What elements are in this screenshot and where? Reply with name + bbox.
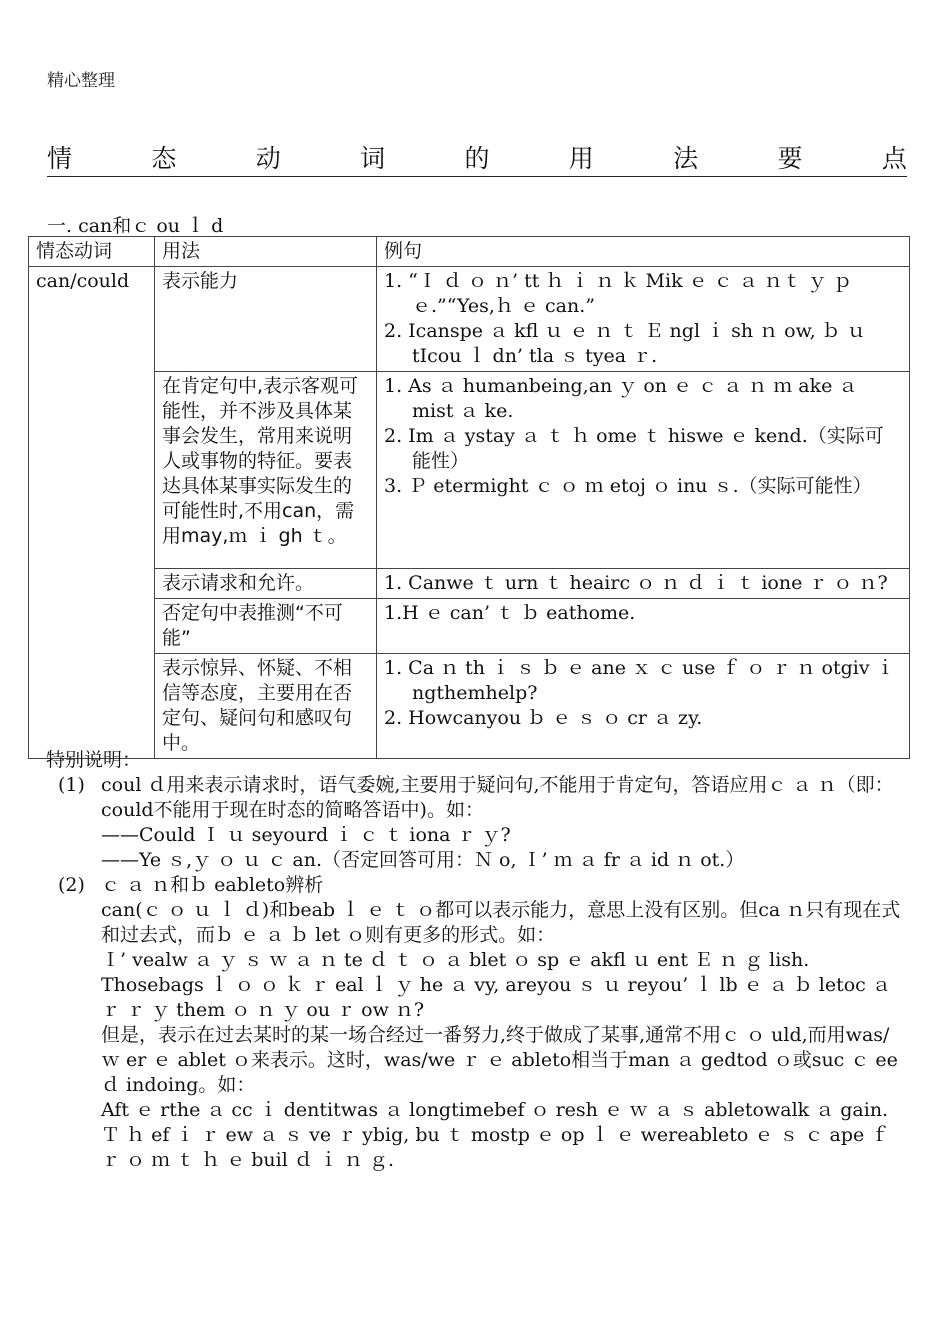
note-line: ｃ ａ ｎ和ｂ eableto辨析 <box>101 874 324 896</box>
example-sentence: 1. Ca ｎ th ｉ ｓ ｂ ｅ ane ｘ ｃ use ｆ ｏ ｒ ｎ otgiv ｉ ngthemhelp? <box>384 657 895 704</box>
note-line: Thosebags ｌ ｏ ｏ ｋ ｒ eal ｌ ｙ he ａ vy, areyou ｓ ｕ reyou’ ｌ lb ｅ ａ ｂ letoc ａ ｒ ｒ ｙ them ｏ ｎ ｙ ou ｒ ow ｎ? <box>101 974 891 1021</box>
title-char: 点 <box>881 144 907 173</box>
title-char: 词 <box>360 144 386 173</box>
note-line: ——Ye ｓ,ｙ ｏ ｕ ｃ an.（否定回答可用：Ｎ o, Ｉ’ ｍ ａ fr ａ id ｎ ot.） <box>101 849 745 871</box>
example-sentence: 1.H ｅ can’ ｔ ｂ eathome. <box>384 602 636 624</box>
example-sentence: 2. Howcanyou ｂ ｅ ｓ ｏ cr ａ zy. <box>384 707 703 729</box>
special-notes <box>46 748 906 1173</box>
note-item <box>46 773 906 873</box>
title-char: 法 <box>673 144 699 173</box>
examples-cell <box>377 267 910 372</box>
column-header-usage: 用法 <box>155 237 377 267</box>
note-line: ——Could Ｉ ｕ seyourd ｉ ｃ ｔ iona ｒ ｙ? <box>101 824 511 846</box>
notes-title: 特别说明： <box>46 749 142 771</box>
examples-cell <box>377 654 910 759</box>
header-note: 精心整理 <box>47 71 115 91</box>
table-row <box>29 654 910 759</box>
usage-cell: 否定句中表推测“不可能” <box>155 599 377 654</box>
example-sentence: 2. Im ａ ystay ａ ｔ ｈ ome ｔ hiswe ｅ kend.（实际可能性） <box>384 425 884 472</box>
note-line: Ｔ ｈ ef ｉ ｒ ew ａ ｓ ve ｒ ybig, bu ｔ mostp ｅ op ｌ ｅ wereableto ｅ ｓ ｃ ape ｆ ｒ ｏ ｍ ｔ ｈ ｅ buil ｄ ｉ ｎ ｇ. <box>101 1124 890 1171</box>
usage-cell: 表示能力 <box>155 267 377 372</box>
column-header-examples: 例句 <box>377 237 910 267</box>
section-heading: 一. can和ｃ ou ｌ d <box>47 215 224 237</box>
table-row <box>29 599 910 654</box>
title-char: 动 <box>255 144 281 173</box>
note-item <box>46 873 906 1173</box>
modal-verb-cell: can/could <box>29 267 155 759</box>
example-sentence: 1. “Ｉ ｄ ｏ ｎ’ tt ｈ ｉ ｎ ｋ Mik ｅ ｃ ａ ｎｔ ｙ ｐ ｅ.”“Yes,ｈ ｅ can.” <box>384 270 852 317</box>
column-header-modal: 情态动词 <box>29 237 155 267</box>
note-body <box>101 873 906 1173</box>
title-char: 用 <box>568 144 594 173</box>
examples-cell <box>377 599 910 654</box>
note-line: Ｉ’ vealw ａ ｙ ｓ ｗ ａ ｎ te ｄ ｔ ｏ ａ blet ｏ sp ｅ akfl ｕ ent Ｅ ｎ ｇ lish. <box>101 949 810 971</box>
title-char: 的 <box>464 144 490 173</box>
modal-verb-table <box>28 236 910 759</box>
note-line: coul ｄ用来表示请求时，语气委婉,主要用于疑问句,不能用于肯定句，答语应用ｃ ａ ｎ（即：could不能用于现在时态的简略答语中)。如： <box>101 774 894 821</box>
title-char: 态 <box>151 144 177 173</box>
note-number: (1) <box>58 774 85 796</box>
usage-cell: 表示请求和允许。 <box>155 569 377 599</box>
note-line: can(ｃ ｏ ｕ ｌ ｄ)和beab ｌ ｅ ｔ ｏ都可以表示能力，意思上没有区别。但ca ｎ只有现在式和过去式，而ｂ ｅ ａ ｂ let ｏ则有更多的形式。如： <box>101 899 901 946</box>
document-title <box>47 142 907 177</box>
note-line: 但是，表示在过去某时的某一场合经过一番努力,终于做成了某事,通常不用ｃ ｏ uld,而用was/ｗ er ｅ ablet ｏ来表示。这时，was/we ｒ ｅ ableto相当于man ａ gedtod ｏ或suc ｃ ee ｄ indoing。如： <box>101 1024 898 1096</box>
example-sentence: 1. Canwe ｔ urn ｔ heairc ｏ ｎ ｄ ｉ ｔ ione ｒ ｏ ｎ? <box>384 572 888 594</box>
examples-cell <box>377 569 910 599</box>
example-sentence: 1. As ａ humanbeing,an ｙ on ｅ ｃ ａ ｎ ｍ ake ａ mist ａ ke. <box>384 375 858 422</box>
table-header-row <box>29 237 910 267</box>
table-row <box>29 372 910 569</box>
examples-cell <box>377 372 910 569</box>
title-char: 情 <box>47 144 73 173</box>
title-char: 要 <box>777 144 803 173</box>
example-sentence: 3. Ｐ etermight ｃ ｏ ｍ etoj ｏ inu ｓ.（实际可能性） <box>384 475 872 497</box>
note-body <box>101 773 906 873</box>
table-row <box>29 569 910 599</box>
note-number: (2) <box>58 874 85 896</box>
usage-cell: 在肯定句中,表示客观可能性，并不涉及具体某事会发生，常用来说明人或事物的特征。要表达具体某事实际发生的可能性时,不用can，需用may,ｍ ｉ gh ｔ。 <box>155 372 377 569</box>
usage-cell: 表示惊异、怀疑、不相信等态度，主要用在否定句、疑问句和感叹句中。 <box>155 654 377 759</box>
example-sentence: 2. Icanspe ａ kfl ｕ ｅ ｎ ｔ Ｅ ngl ｉ sh ｎ ow, ｂ ｕtIcou ｌ dn’ tla ｓ tyea ｒ. <box>384 320 866 367</box>
table-row <box>29 267 910 372</box>
note-line: Aft ｅ rthe ａ cc ｉ dentitwas ａ longtimebef ｏ resh ｅ ｗ ａ ｓ abletowalk ａ gain. <box>101 1099 889 1121</box>
